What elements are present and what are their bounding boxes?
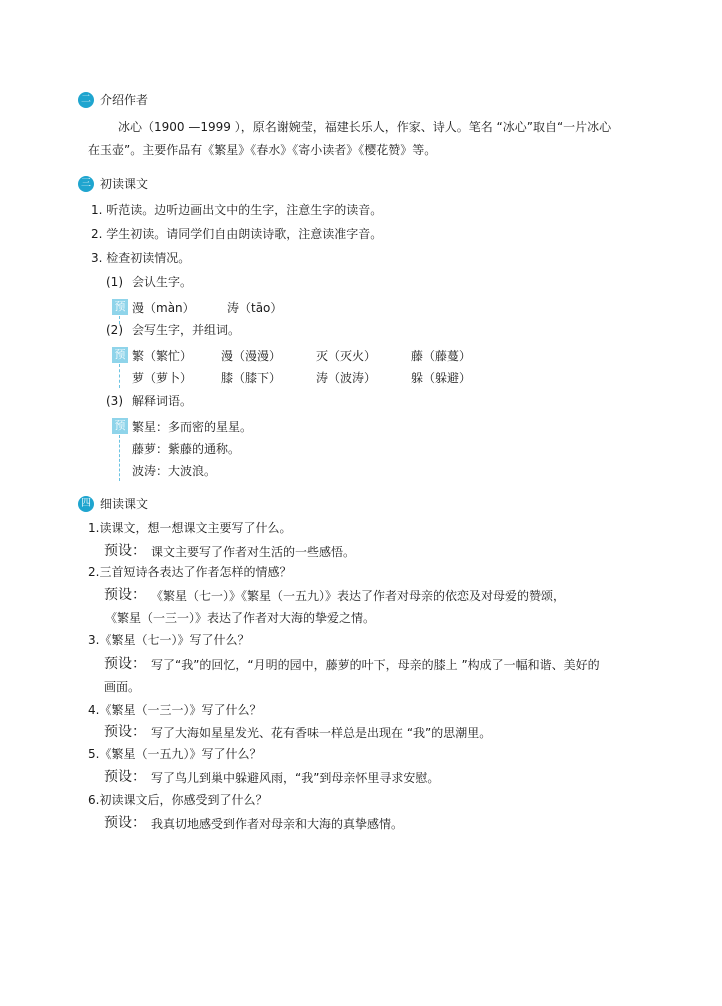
word-group: 涛（波涛） xyxy=(316,371,377,385)
answer: 写了大海如星星发光、花有香味一样总是出现在 “我”的思潮里。 xyxy=(151,726,492,740)
section-title: 细读课文 xyxy=(100,497,149,511)
question: 2.三首短诗各表达了作者怎样的情感？ xyxy=(88,565,292,579)
recognize-char: 漫（màn） xyxy=(132,301,195,315)
word-group: 躲（躲避） xyxy=(411,371,472,385)
preview-tag-icon: 预 xyxy=(112,347,128,363)
word-definition: 波涛：大波浪。 xyxy=(132,464,217,478)
answer-line: 写了“我”的回忆，“月明的园中，藤萝的叶下，母亲的膝上 ”构成了一幅和谐、美好的 xyxy=(151,658,600,672)
answer-line: 画面。 xyxy=(104,680,141,694)
word-group: 膝（膝下） xyxy=(221,371,282,385)
sub-item-text: 解释词语。 xyxy=(132,394,193,408)
section-number-badge: 四 xyxy=(78,496,94,512)
dashed-rule xyxy=(119,364,120,388)
section-number-badge: 二 xyxy=(78,92,94,108)
preset-label: 预设： xyxy=(104,543,146,559)
dashed-rule xyxy=(119,435,120,481)
word-group: 藤（藤蔓） xyxy=(411,349,472,363)
section-number-badge: 三 xyxy=(78,176,94,192)
preview-tag-icon: 预 xyxy=(112,418,128,434)
answer: 我真切地感受到作者对母亲和大海的真挚感情。 xyxy=(151,817,404,831)
question: 4.《繁星（一三一）》写了什么？ xyxy=(88,703,262,717)
answer: 写了鸟儿到巢中躲避风雨，“我”到母亲怀里寻求安慰。 xyxy=(151,771,440,785)
word-definition: 繁星：多而密的星星。 xyxy=(132,420,253,434)
list-item: 3. 检查初读情况。 xyxy=(91,251,191,265)
word-group: 繁（繁忙） xyxy=(132,349,193,363)
preset-label: 预设： xyxy=(104,769,146,785)
recognize-char: 涛（tāo） xyxy=(227,301,283,315)
sub-item-text: 会认生字。 xyxy=(132,275,193,289)
preset-label: 预设： xyxy=(104,656,146,672)
preset-label: 预设： xyxy=(104,815,146,831)
word-definition: 藤萝：紫藤的通称。 xyxy=(132,442,241,456)
author-intro-line1: 冰心（1900 —1999 ），原名谢婉莹，福建长乐人，作家、诗人。笔名 “冰心”取自“一片冰心 xyxy=(118,120,612,134)
question: 1.读课文，想一想课文主要写了什么。 xyxy=(88,521,292,535)
question: 6.初读课文后，你感受到了什么？ xyxy=(88,793,268,807)
question: 3.《繁星（七一）》写了什么？ xyxy=(88,633,250,647)
list-item: 2. 学生初读。请同学们自由朗读诗歌，注意读准字音。 xyxy=(91,227,383,241)
answer-line: 《繁星（七一）》《繁星（一五九）》表达了作者对母亲的依恋及对母爱的赞颂， xyxy=(151,589,566,603)
preset-label: 预设： xyxy=(104,724,146,740)
author-intro-line2: 在玉壶”。主要作品有《繁星》《春水》《寄小读者》《樱花赞》等。 xyxy=(88,143,437,157)
preview-tag-icon: 预 xyxy=(112,299,128,315)
word-group: 萝（萝卜） xyxy=(132,371,193,385)
sub-item-text: 会写生字，并组词。 xyxy=(132,323,241,337)
question: 5.《繁星（一五九）》写了什么？ xyxy=(88,747,262,761)
section-title: 初读课文 xyxy=(100,177,149,191)
answer: 课文主要写了作者对生活的一些感悟。 xyxy=(151,545,356,559)
sub-item-number: (1) xyxy=(106,275,123,289)
preset-label: 预设： xyxy=(104,587,146,603)
list-item: 1. 听范读。边听边画出文中的生字，注意生字的读音。 xyxy=(91,203,383,217)
answer-line: 《繁星（一三一）》表达了作者对大海的挚爱之情。 xyxy=(105,611,376,625)
word-group: 灭（灭火） xyxy=(316,349,377,363)
sub-item-number: (2) xyxy=(106,323,123,337)
word-group: 漫（漫漫） xyxy=(221,349,282,363)
section-title: 介绍作者 xyxy=(100,93,149,107)
sub-item-number: (3) xyxy=(106,394,123,408)
